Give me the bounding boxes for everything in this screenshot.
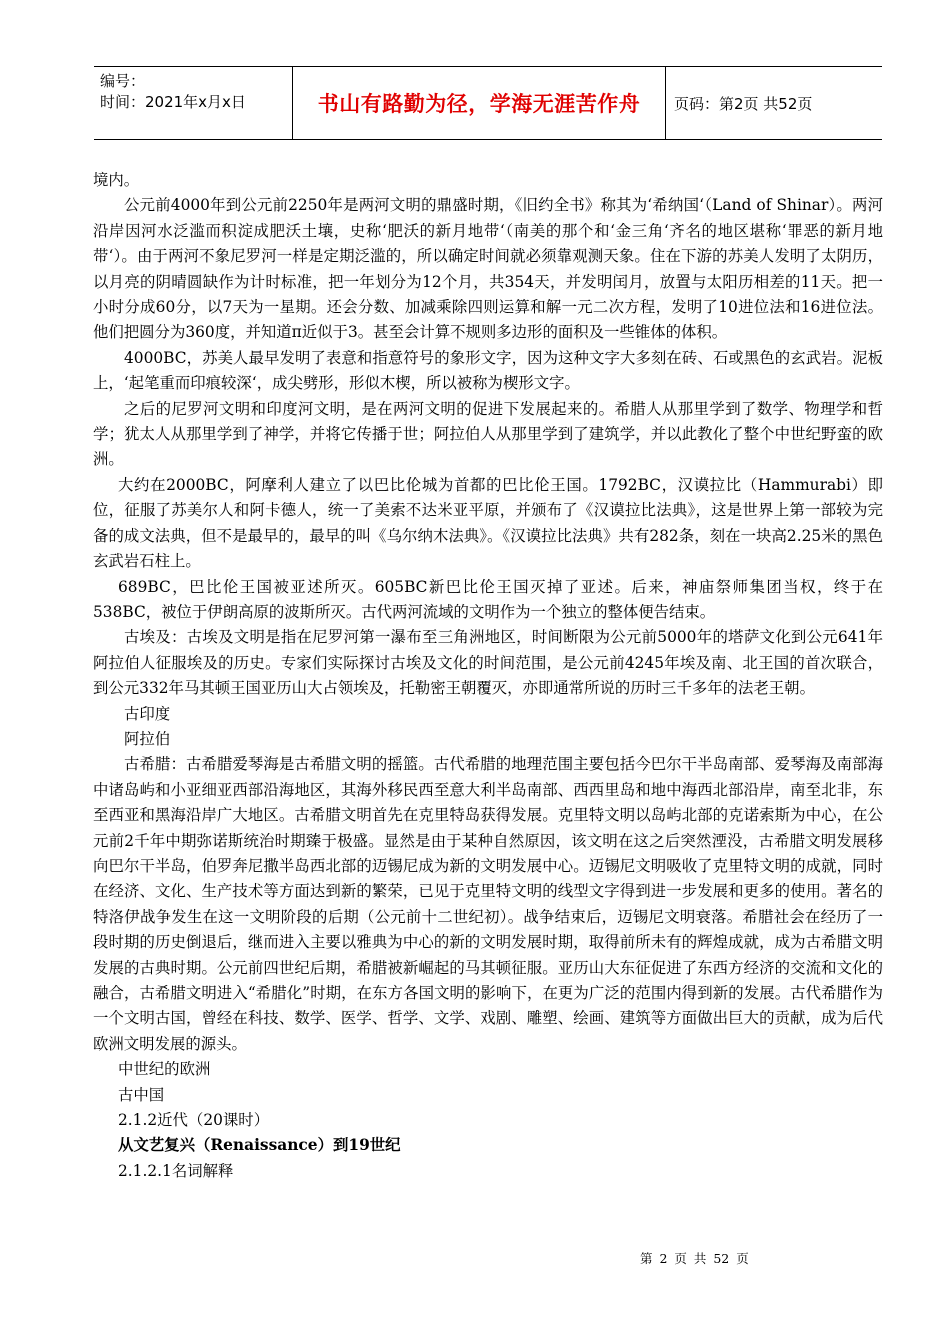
header-page-cell: [666, 67, 882, 139]
header-time-label: 时间：2021年x月x日: [100, 93, 246, 111]
heading-medieval-europe: 中世纪的欧洲: [118, 1060, 211, 1079]
header-meta: [94, 67, 292, 139]
paragraph-cuneiform: 4000BC，苏美人最早发明了表意和指意符号的象形文字，因为这种文字大多刻在砖、石或黑色的玄武岩。泥板上，‘起笔重而印痕较深‘，成尖劈形，形似木楔，所以被称为楔形文字。: [93, 348, 883, 393]
paragraph-mesopotamia-peak: 公元前4000年到公元前2250年是两河文明的鼎盛时期，《旧约全书》称其为‘希纳国‘（Land of Shinar）。两河沿岸因河水泛滥而积淀成肥沃土壤，史称‘肥沃的新月地带‘（南美的那个和‘金三角‘齐名的地区堪称‘罪恶的新月地带‘）。由于两河不象尼罗河一样是定期泛滥的，所以确定时间就必须靠观测天象。住在下游的苏美人发明了太阴历，以月亮的阴晴圆缺作为计时标准，把一年划分为12个月，共354天，并发明闰月，放置与太阳历相差的11天。把一小时分成60分，以7天为一星期。还会分数、加减乘除四则运算和解一元二次方程，发明了10进位法和16进位法。他们把圆分为360度，并知道π近似于3。甚至会计算不规则多边形的面积及一些锥体的体积。: [93, 196, 883, 342]
header-motto-cell: [292, 67, 666, 139]
paragraph-greece: 古希腊：古希腊爱琴海是古希腊文明的摇篮。古代希腊的地理范围主要包括今巴尔干半岛南部、爱琴海及南部海中诸岛屿和小亚细亚西部沿海地区，其海外移民西至意大利半岛南部、西西里岛和地中海西北部沿岸，南至北非，东至西亚和黑海沿岸广大地区。古希腊文明首先在克里特岛获得发展。克里特文明以岛屿北部的克诺索斯为中心，在公元前2千年中期弥诺斯统治时期臻于极盛。显然是由于某种自然原因，该文明在这之后突然湮没，古希腊文明发展移向巴尔干半岛，伯罗奔尼撒半岛西北部的迈锡尼成为新的文明发展中心。迈锡尼文明吸收了克里特文明的成就，同时在经济、文化、生产技术等方面达到新的繁荣，已见于克里特文明的线型文字得到进一步发展和更多的使用。著名的特洛伊战争发生在这一文明阶段的后期（公元前十二世纪初）。战争结束后，迈锡尼文明衰落。希腊社会在经历了一段时期的历史倒退后，继而进入主要以雅典为中心的新的文明发展时期，取得前所未有的辉煌成就，成为古希腊文明发展的古典时期。公元前四世纪后期，希腊被新崛起的马其顿征服。亚历山大东征促进了东西方经济的交流和文化的融合，古希腊文明进入“希腊化”时期，在东方各国文明的影响下，在更为广泛的范围内得到新的发展。古代希腊作为一个文明古国，曾经在科技、数学、医学、哲学、文学、戏剧、雕塑、绘画、建筑等方面做出巨大的贡献，成为后代欧洲文明发展的源头。: [93, 755, 883, 1053]
header-number-label: 编号：: [100, 72, 146, 90]
document-body: [93, 168, 883, 1184]
paragraph-influence: 之后的尼罗河文明和印度河文明，是在两河文明的促进下发展起来的。希腊人从那里学到了数学、物理学和哲学；犹太人从那里学到了神学，并将它传播于世；阿拉伯人从那里学到了建筑学，并以此教化了整个中世纪野蛮的欧洲。: [93, 399, 883, 469]
heading-ancient-india: 古印度: [124, 704, 171, 723]
heading-arabia: 阿拉伯: [124, 729, 171, 748]
page-header: [94, 66, 882, 140]
paragraph-continuation: 境内。: [93, 171, 140, 189]
header-page-label: 页码：第2页 共52页: [674, 94, 813, 113]
paragraph-assyria: 689BC，巴比伦王国被亚述所灭。605BC新巴比伦王国灭掉了亚述。后来，神庙祭师集团当权，终于在538BC，被位于伊朗高原的波斯所灭。古代两河流域的文明作为一个独立的整体便告结束。: [93, 577, 883, 621]
paragraph-egypt: 古埃及：古埃及文明是指在尼罗河第一瀑布至三角洲地区，时间断限为公元前5000年的塔萨文化到公元641年阿拉伯人征服埃及的历史。专家们实际探讨古埃及文化的时间范围，是公元前4245年埃及南、北王国的首次联合，到公元332年马其顿王国亚历山大占领埃及，托勒密王朝覆灭，亦即通常所说的历时三千多年的法老王朝。: [93, 628, 883, 698]
page-footer: 第 2 页 共 52 页: [640, 1251, 749, 1266]
heading-ancient-china: 古中国: [118, 1085, 165, 1104]
header-motto: 书山有路勤为径，学海无涯苦作舟: [317, 92, 641, 116]
heading-section-2-1-2-1: 2.1.2.1名词解释: [118, 1161, 234, 1180]
paragraph-babylon: 大约在2000BC，阿摩利人建立了以巴比伦城为首都的巴比伦王国。1792BC，汉谟拉比（Hammurabi）即位，征服了苏美尔人和阿卡德人，统一了美索不达米亚平原，并颁布了《汉谟拉比法典》，这是世界上第一部较为完备的成文法典，但不是最早的，最早的叫《乌尔纳木法典》。《汉谟拉比法典》共有282条，刻在一块高2.25米的黑色玄武岩石柱上。: [93, 475, 883, 571]
heading-section-2-1-2: 2.1.2近代（20课时）: [118, 1111, 270, 1130]
heading-renaissance: 从文艺复兴（Renaissance）到19世纪: [118, 1136, 401, 1155]
